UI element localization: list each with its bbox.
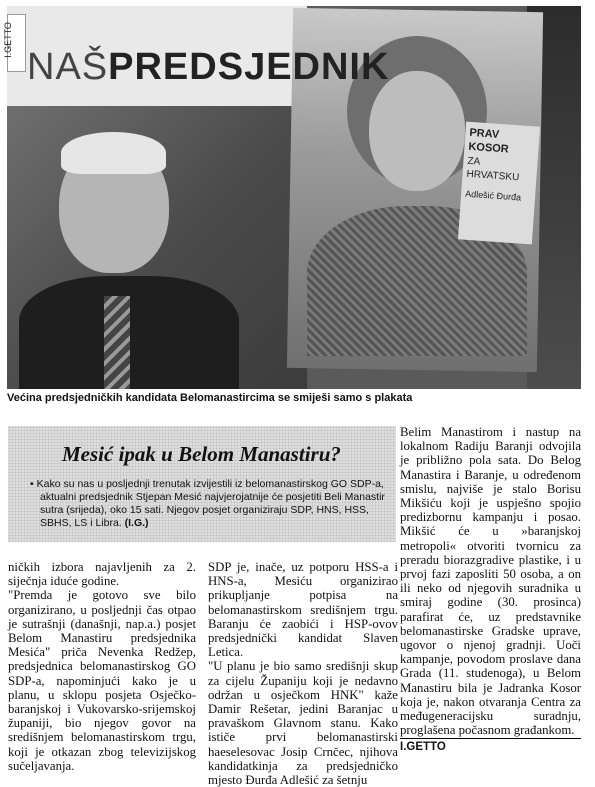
paragraph: SDP je, inače, uz potporu HSS-a i HNS-a, Mesiću organizirao prikupljanje potpisa na belomanastirskom središnjem trgu. Baranju će zaobići i HSP-ovov predsjednički kandidat Slaven Letica. xyxy=(208,560,398,660)
poster-sign: PRAV KOSOR ZA HRVATSKU Adlešić Đurđa xyxy=(458,122,540,245)
paragraph: "Premda je gotovo sve bilo organizirano, u posljednji čas otpao je sutrašnji (današnji, nap.a.) posjet Belom Manastiru predsjednika Mesića" priča Nevenka Redžep, predsjednica belomanastirskog GO SDP-a, napominjući kako je u planu, u sklopu posjeta Osječko-baranjskoj i Vukovarsko-srijemskoj županiji, bio njegov govor na središnjem belomanastirskom trgu, koji je otkazan zbog televizijskog sučeljavanja. xyxy=(8,588,196,773)
article-column-1 xyxy=(8,560,196,773)
article-column-2 xyxy=(208,560,398,787)
author-signature: I.GETTO xyxy=(400,738,581,753)
news-photo xyxy=(2,6,581,389)
photo-credit: I.GETTO xyxy=(7,14,26,72)
candidate-man-figure xyxy=(19,126,239,389)
poster-title: NAŠPREDSJEDNIK xyxy=(27,46,390,88)
photo-caption: Većina predsjedničkih kandidata Belomanastircima se smiješi samo s plakata xyxy=(7,392,413,404)
intro-text: • Kako su nas u posljednji trenutak izvijestili iz belomanastirskog GO SDP-a, aktualni predsjednik Stjepan Mesić najvjerojatnije će posjetiti Beli Manastir sutra (srijeda), oko 15 sati. Njegov posjet organiziraju SDP, HNS, HSS, SBHS, LS i Libra. (I.G.) xyxy=(30,478,385,529)
paragraph: "U planu je bio samo središnji skup za cijelu Županiju koji je nedavno održan u osječkom HNK" kaže Damir Rešetar, jedini Baranjac u pravaškom Glavnom stanu. Kako ističe prvi belomanastirski haeselesovac Josip Crnčec, njihova kandidatkinja za predsjedničko mjesto Đurđa Adlešić za šetnju xyxy=(208,659,398,787)
highlight-box xyxy=(8,426,396,542)
paragraph: ničkih izbora najavljenih za 2. siječnja iduće godine. xyxy=(8,560,196,589)
article-column-3 xyxy=(400,425,581,737)
headline: Mesić ipak u Belom Manastiru? xyxy=(62,442,341,466)
paragraph: Belim Manastirom i nastup na lokalnom Radiju Baranji odvojila je približno pola sata. Do Belog Manastira i Baranje, u određenom smislu, najviše je stalo Borisu Mikšiću koji je uspješno spojio predizbornu kampanju i posao. Mikšić će u »baranjskoj metropoli« otvoriti tvornicu za preradu biorazgradive plastike, i u prvoj fazi zaposliti 50 osoba, a on ili neko od njegovih suradnika u smiraj godine (30. prosinca) parafirat će, uz predstavnike belomanastirske Gradske uprave, ugovor o njenoj gradnji. Uoči kampanje, povodom proslave dana Grada (11. studenoga), u Belom Manastiru bila je Jadranka Kosor koja je, nakon otvaranja Centra za međugeneracijsku suradnju, proglašena počasnom građankom. xyxy=(400,425,581,738)
